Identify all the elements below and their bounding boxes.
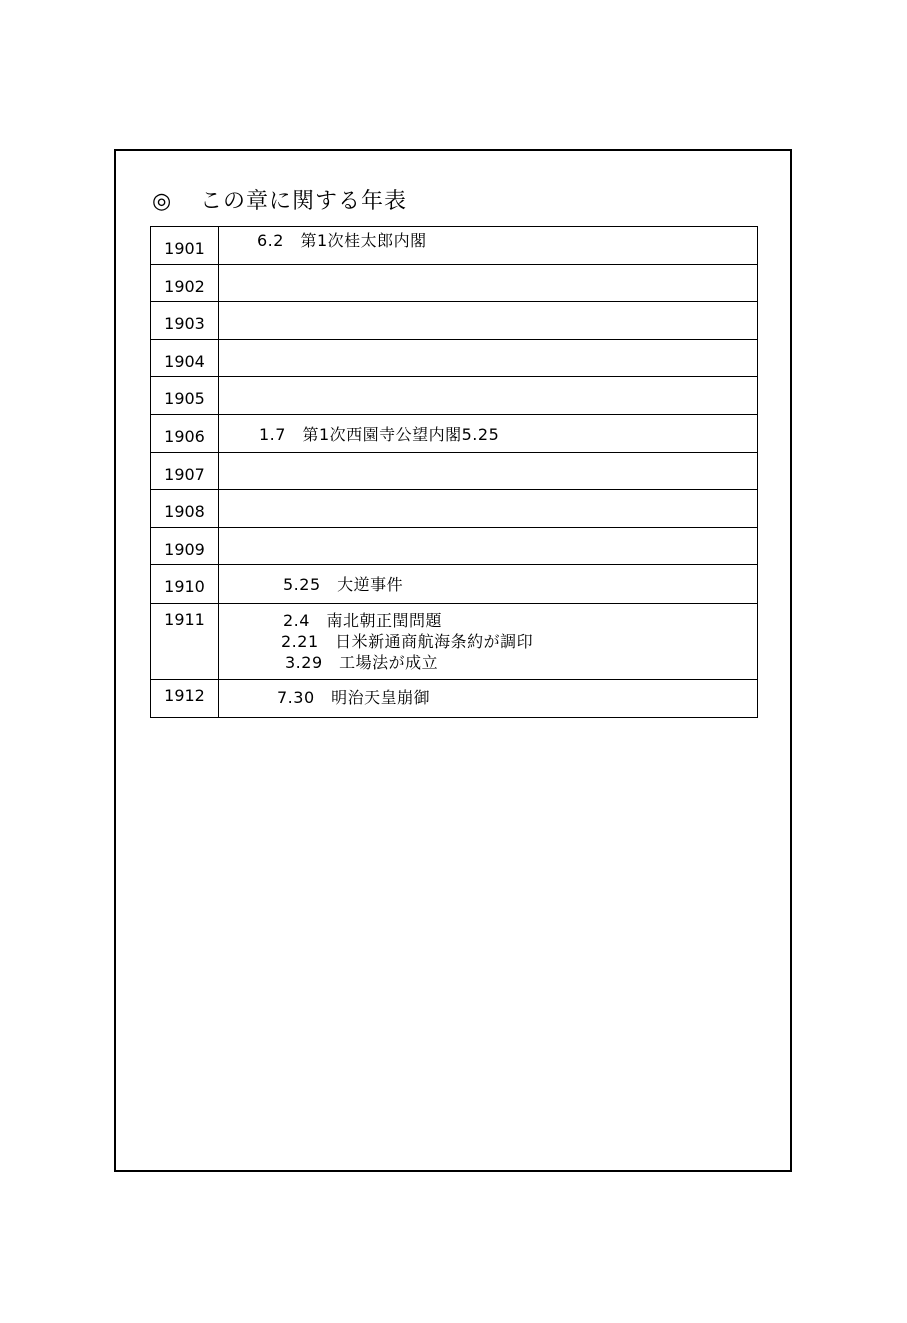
year-cell: 1909 [151, 528, 219, 565]
year-cell: 1904 [151, 340, 219, 377]
timeline-row-1902 [151, 265, 758, 302]
timeline-row-1906 [151, 415, 758, 453]
event-entry: 2.4 南北朝正閏問題 [283, 611, 442, 630]
year-cell: 1901 [151, 227, 219, 265]
double-circle-icon: ◎ [152, 189, 173, 214]
year-cell: 1908 [151, 490, 219, 528]
year-cell: 1905 [151, 377, 219, 415]
events-cell [219, 340, 758, 377]
events-cell [219, 490, 758, 528]
timeline-row-1904 [151, 340, 758, 377]
event-entry: 7.30 明治天皇崩御 [277, 688, 431, 707]
events-cell [219, 302, 758, 340]
year-cell: 1902 [151, 265, 219, 302]
timeline-row-1905 [151, 377, 758, 415]
year-cell: 1903 [151, 302, 219, 340]
year-cell: 1911 [151, 604, 219, 680]
timeline-row-1910 [151, 565, 758, 604]
event-entry: 6.2 第1次桂太郎内閣 [257, 231, 427, 250]
chapter-timeline-heading [152, 184, 407, 215]
events-cell [219, 265, 758, 302]
events-cell [219, 528, 758, 565]
timeline-table [150, 226, 758, 718]
events-cell [219, 453, 758, 490]
event-entry: 1.7 第1次西園寺公望内閣5.25 [259, 425, 500, 444]
events-cell [219, 377, 758, 415]
timeline-row-1907 [151, 453, 758, 490]
events-cell [219, 565, 758, 604]
events-cell [219, 227, 758, 265]
heading-title: この章に関する年表 [200, 189, 408, 214]
events-cell [219, 604, 758, 680]
event-entry: 2.21 日米新通商航海条約が調印 [281, 632, 534, 651]
events-cell [219, 415, 758, 453]
event-entry: 5.25 大逆事件 [283, 575, 404, 594]
event-entry: 3.29 工場法が成立 [285, 653, 439, 672]
year-cell: 1912 [151, 680, 219, 718]
timeline-row-1901 [151, 227, 758, 265]
year-cell: 1906 [151, 415, 219, 453]
timeline-row-1911 [151, 604, 758, 680]
year-cell: 1910 [151, 565, 219, 604]
timeline-row-1903 [151, 302, 758, 340]
events-cell [219, 680, 758, 718]
timeline-row-1912 [151, 680, 758, 718]
year-cell: 1907 [151, 453, 219, 490]
timeline-row-1909 [151, 528, 758, 565]
timeline-row-1908 [151, 490, 758, 528]
